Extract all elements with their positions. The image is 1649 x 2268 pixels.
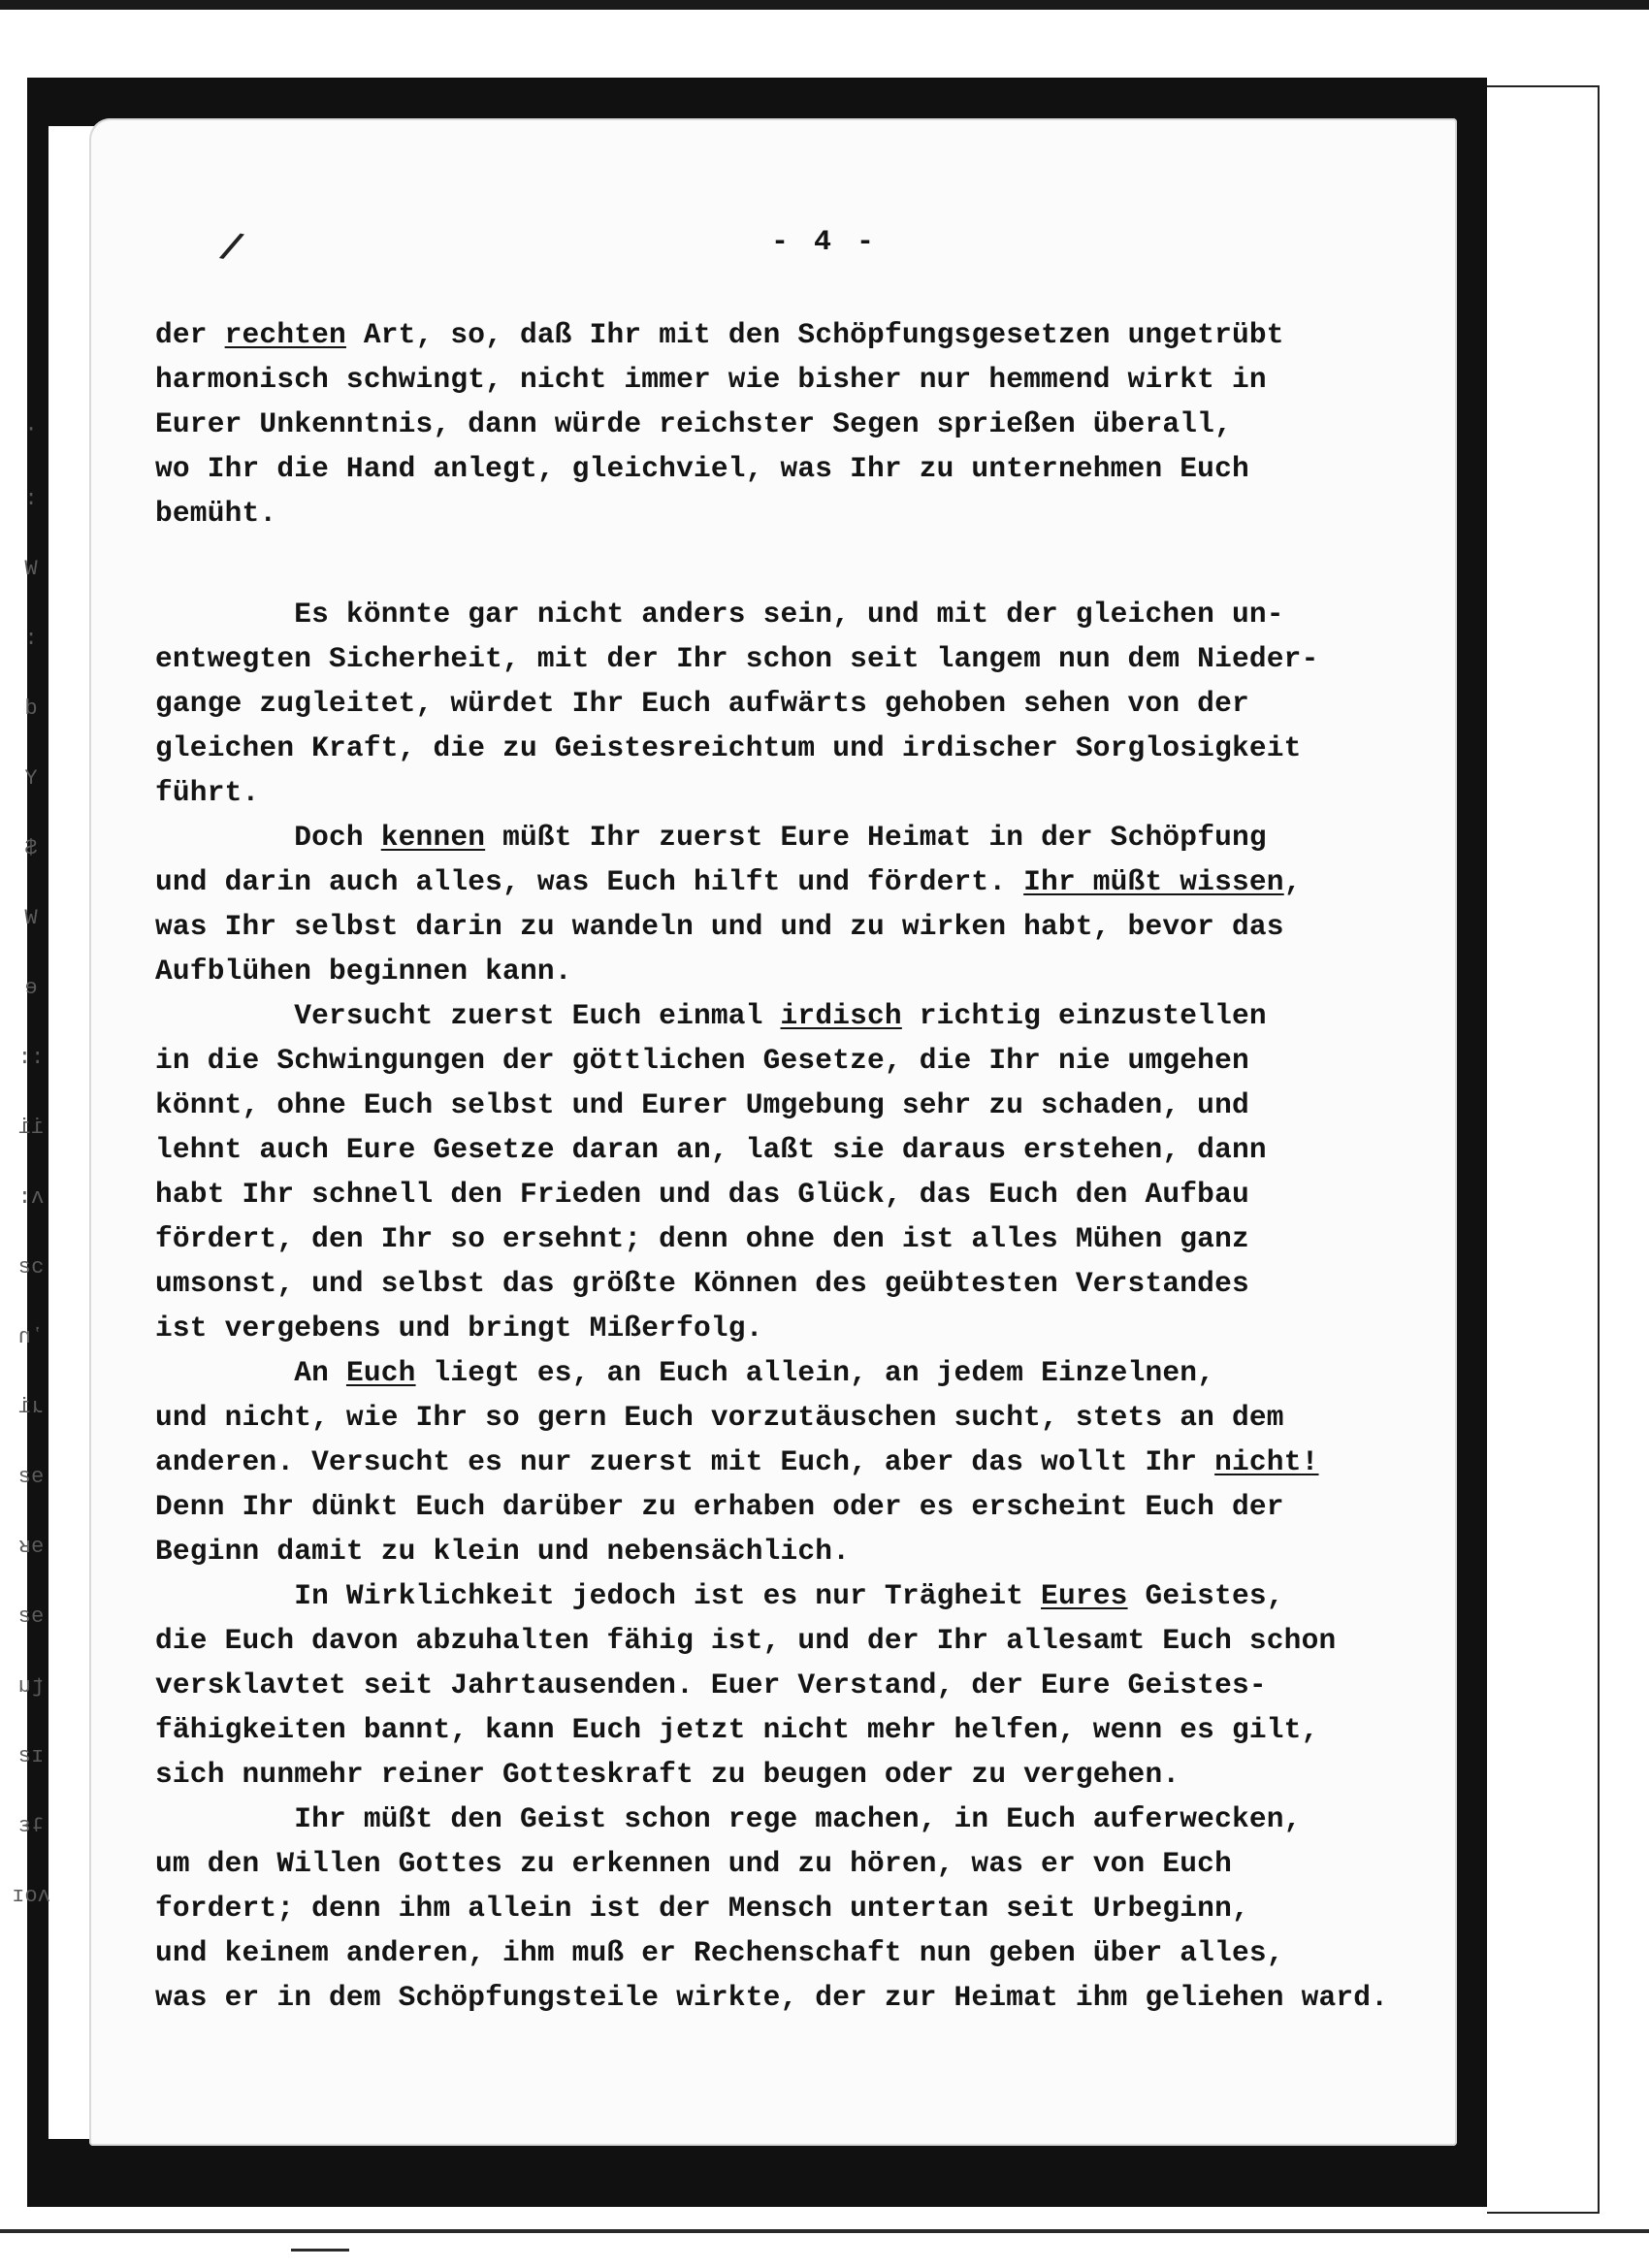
scan-top-strip [0, 10, 1649, 78]
scan-frame-bottom [27, 2139, 1487, 2207]
scan-top-edge [0, 0, 1649, 10]
text-line: umsonst, und selbst das größte Können des geübtesten Verstandes [155, 1267, 1249, 1300]
bleed-mark: ɘƨ [17, 1465, 45, 1489]
bleed-mark: e [24, 976, 38, 1000]
body-text [155, 312, 1445, 2020]
text-line: anderen. Versucht es nur zuerst mit Euch, aber das wollt Ihr nicht! [155, 1445, 1319, 1478]
bleed-mark: ʌoɪ [12, 1884, 50, 1908]
bleed-mark: : [24, 487, 38, 511]
text-line: An Euch liegt es, an Euch allein, an jedem Einzelnen, [155, 1356, 1215, 1389]
bleed-mark: W [24, 906, 38, 930]
text-line: und nicht, wie Ihr so gern Euch vorzutäuschen sucht, stets an dem [155, 1401, 1284, 1434]
backing-sheet [1487, 85, 1600, 2214]
text-line: und keinem anderen, ihm muß er Rechenschaft nun geben über alles, [155, 1936, 1284, 1969]
text-line: könnt, ohne Euch selbst und Eurer Umgebung sehr zu schaden, und [155, 1088, 1249, 1121]
bleed-mark: Y [24, 766, 38, 791]
text-line: der rechten Art, so, daß Ihr mit den Schöpfungsgesetzen ungetrübt [155, 318, 1284, 351]
bleed-mark: ɘƨ [17, 1604, 45, 1629]
paragraph [155, 592, 1445, 815]
text-line: bemüht. [155, 497, 277, 530]
text-line: wo Ihr die Hand anlegt, gleichviel, was Ihr zu unternehmen Euch [155, 452, 1249, 485]
bleed-mark: ɪƨ [17, 1744, 45, 1768]
text-line: was er in dem Schöpfungsteile wirkte, der zur Heimat ihm geliehen ward. [155, 1981, 1389, 2014]
text-line: Eurer Unkenntnis, dann würde reichster Segen sprießen überall, [155, 407, 1232, 440]
bleed-mark: ɔƨ [17, 1255, 45, 1280]
paragraph [155, 1350, 1445, 1573]
bottom-rule-small [291, 2249, 349, 2252]
left-margin-bleed [12, 417, 50, 1969]
paragraph [155, 1797, 1445, 2020]
paragraph [155, 1573, 1445, 1797]
text-line: Denn Ihr dünkt Euch darüber zu erhaben oder es erscheint Euch der [155, 1490, 1284, 1523]
text-line: entwegten Sicherheit, mit der Ihr schon seit langem nun dem Nieder- [155, 642, 1319, 675]
scan-frame-right [1455, 78, 1487, 2207]
text-line: lehnt auch Eure Gesetze daran an, laßt sie daraus erstehen, dann [155, 1133, 1267, 1166]
text-line: Versucht zuerst Euch einmal irdisch richtig einzustellen [155, 999, 1267, 1032]
paragraph [155, 815, 1445, 993]
text-line: fähigkeiten bannt, kann Euch jetzt nicht mehr helfen, wenn es gilt, [155, 1713, 1319, 1746]
text-line: habt Ihr schnell den Frieden und das Glück, das Euch den Aufbau [155, 1178, 1249, 1211]
text-line: Aufblühen beginnen kann. [155, 955, 572, 988]
text-line: Ihr müßt den Geist schon rege machen, in Euch auferwecken, [155, 1802, 1302, 1835]
bottom-rule [0, 2229, 1649, 2233]
text-line: harmonisch schwingt, nicht immer wie bisher nur hemmend wirkt in [155, 363, 1267, 396]
bleed-mark: ɹi [17, 1395, 45, 1419]
bleed-mark: : [24, 627, 38, 651]
text-line: sich nunmehr reiner Gotteskraft zu beugen oder zu vergehen. [155, 1758, 1180, 1791]
bleed-mark: :: [17, 1046, 45, 1070]
text-line: Beginn damit zu klein und nebensächlich. [155, 1535, 851, 1568]
bleed-mark: ɘʁ [17, 1535, 45, 1559]
margin-mark: / [214, 226, 247, 275]
text-line: gleichen Kraft, die zu Geistesreichtum und irdischer Sorglosigkeit [155, 731, 1302, 764]
text-line: gange zugleitet, würdet Ihr Euch aufwärts gehoben sehen von der [155, 687, 1249, 720]
text-line: die Euch davon abzuhalten fähig ist, und der Ihr allesamt Euch schon [155, 1624, 1337, 1657]
text-line: In Wirklichkeit jedoch ist es nur Trägheit Eures Geistes, [155, 1579, 1284, 1612]
bleed-mark: ʈu [17, 1674, 45, 1699]
paragraph [155, 312, 1445, 535]
text-line: um den Willen Gottes zu erkennen und zu hören, was er von Euch [155, 1847, 1232, 1880]
text-line: fordert; denn ihm allein ist der Mensch untertan seit Urbeginn, [155, 1892, 1249, 1925]
paragraph [155, 993, 1445, 1350]
bleed-mark: ii [17, 1116, 45, 1140]
text-line: was Ihr selbst darin zu wandeln und und zu wirken habt, bevor das [155, 910, 1284, 943]
text-line: und darin auch alles, was Euch hilft und fördert. Ihr müßt wissen, [155, 865, 1302, 898]
text-line: Es könnte gar nicht anders sein, und mit der gleichen un- [155, 598, 1284, 631]
page-number: - 4 - [770, 226, 878, 259]
text-line: ist vergebens und bringt Mißerfolg. [155, 1312, 763, 1345]
bleed-mark: $ [24, 836, 38, 860]
bleed-mark: ʌ: [17, 1185, 45, 1210]
text-line: Doch kennen müßt Ihr zuerst Eure Heimat in der Schöpfung [155, 821, 1267, 854]
bleed-mark: · [24, 417, 38, 441]
text-line: versklavtet seit Jahrtausenden. Euer Verstand, der Eure Geistes- [155, 1669, 1267, 1701]
text-line: führt. [155, 776, 260, 809]
text-line: fördert, den Ihr so ersehnt; denn ohne den ist alles Mühen ganz [155, 1222, 1249, 1255]
bleed-mark: ʇɛ [17, 1814, 45, 1838]
bleed-mark: d [24, 697, 38, 721]
text-line: in die Schwingungen der göttlichen Gesetze, die Ihr nie umgehen [155, 1044, 1249, 1077]
bleed-mark: ʼn [17, 1325, 45, 1349]
bleed-mark: W [24, 557, 38, 581]
